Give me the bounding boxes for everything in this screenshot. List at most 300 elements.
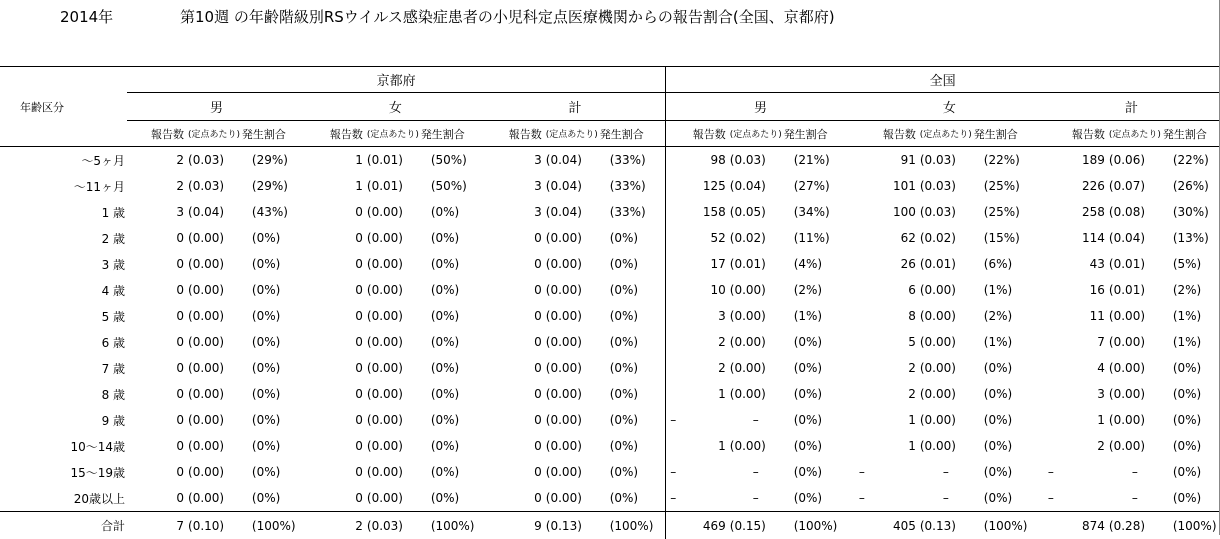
table-row — [0, 225, 1219, 251]
report-count: – — [1044, 459, 1107, 485]
report-count: 0 — [306, 381, 365, 407]
table-row — [0, 199, 1219, 225]
incidence-rate: (0%) — [1163, 485, 1219, 512]
table-row — [0, 459, 1219, 485]
per-point-value: (0.00) — [186, 407, 242, 433]
age-label: 10〜14歳 — [0, 433, 127, 459]
incidence-rate: (0%) — [1163, 433, 1219, 459]
per-point-value: (0.08) — [1107, 199, 1163, 225]
table-row — [0, 147, 1219, 174]
incidence-rate: (0%) — [784, 485, 855, 512]
per-point-value: (0.00) — [918, 433, 974, 459]
per-point-value: (0.03) — [365, 512, 421, 539]
sex-header: 計 — [485, 93, 666, 121]
report-count: 6 — [855, 277, 918, 303]
incidence-rate: (0%) — [784, 433, 855, 459]
incidence-rate: (2%) — [784, 277, 855, 303]
incidence-rate: (0%) — [242, 277, 306, 303]
sex-header: 男 — [127, 93, 306, 121]
per-point-value: (0.04) — [544, 147, 600, 174]
report-count: – — [855, 459, 918, 485]
per-point-value: (0.00) — [186, 303, 242, 329]
per-point-value: (0.06) — [1107, 147, 1163, 174]
report-count: 4 — [1044, 355, 1107, 381]
report-count: 1 — [855, 433, 918, 459]
report-count: 0 — [485, 303, 544, 329]
incidence-rate: (0%) — [242, 329, 306, 355]
age-label: 20歳以上 — [0, 485, 127, 512]
incidence-rate: (22%) — [1163, 147, 1219, 174]
per-point-value: (0.00) — [365, 199, 421, 225]
per-point-value: (0.00) — [186, 355, 242, 381]
report-count: 189 — [1044, 147, 1107, 174]
incidence-rate: (100%) — [600, 512, 666, 539]
incidence-rate: (0%) — [242, 381, 306, 407]
report-count: 3 — [485, 199, 544, 225]
incidence-rate: (29%) — [242, 147, 306, 174]
incidence-rate: (0%) — [421, 225, 485, 251]
per-point-value: (0.00) — [1107, 329, 1163, 355]
incidence-rate: (0%) — [1163, 355, 1219, 381]
per-point-value: (0.00) — [544, 225, 600, 251]
age-label: 6 歳 — [0, 329, 127, 355]
report-count: 0 — [485, 329, 544, 355]
age-header: 年齢区分 — [0, 67, 127, 147]
per-point-value: (0.00) — [918, 277, 974, 303]
per-point-value: (0.03) — [918, 173, 974, 199]
report-title: 第10週 の年齢階級別RSウイルス感染症患者の小児科定点医療機関からの報告割合(全国、京都府) — [180, 6, 835, 27]
per-point-value: (0.01) — [365, 173, 421, 199]
per-point-value: (0.00) — [1107, 355, 1163, 381]
per-point-value: (0.00) — [365, 329, 421, 355]
incidence-rate: (0%) — [421, 199, 485, 225]
report-count: 3 — [485, 173, 544, 199]
incidence-rate: (0%) — [600, 407, 666, 433]
per-point-value: (0.00) — [544, 277, 600, 303]
per-point-value: (0.00) — [365, 251, 421, 277]
incidence-rate: (0%) — [1163, 459, 1219, 485]
sub-header-per-point: (定点あたり) — [728, 121, 784, 147]
report-count: 2 — [666, 329, 728, 355]
report-count: 0 — [306, 251, 365, 277]
table-row — [0, 173, 1219, 199]
report-count: – — [1044, 485, 1107, 512]
per-point-value: (0.00) — [544, 329, 600, 355]
report-count: 0 — [485, 251, 544, 277]
sub-header-rate: 発生割合 — [784, 121, 855, 147]
incidence-rate: (0%) — [421, 355, 485, 381]
report-count: 8 — [855, 303, 918, 329]
incidence-rate: (0%) — [600, 251, 666, 277]
age-label: 15〜19歳 — [0, 459, 127, 485]
sex-header: 計 — [1044, 93, 1219, 121]
report-count: 874 — [1044, 512, 1107, 539]
per-point-value: (0.03) — [186, 173, 242, 199]
report-count: 0 — [306, 459, 365, 485]
sex-header: 女 — [306, 93, 485, 121]
incidence-rate: (1%) — [974, 277, 1044, 303]
sub-header-per-point: (定点あたり) — [918, 121, 974, 147]
region-header-1: 全国 — [666, 67, 1219, 93]
report-count: 3 — [666, 303, 728, 329]
per-point-value: (0.00) — [186, 329, 242, 355]
table-row — [0, 485, 1219, 512]
report-count: 0 — [485, 407, 544, 433]
report-count: 0 — [127, 407, 186, 433]
per-point-value: – — [918, 485, 974, 512]
per-point-value: (0.00) — [544, 251, 600, 277]
report-count: 2 — [855, 355, 918, 381]
report-year: 2014年 — [60, 6, 113, 27]
incidence-rate: (33%) — [600, 147, 666, 174]
incidence-rate: (25%) — [974, 199, 1044, 225]
sub-header-count: 報告数 — [127, 121, 186, 147]
report-count: 1 — [666, 381, 728, 407]
incidence-rate: (15%) — [974, 225, 1044, 251]
per-point-value: (0.00) — [544, 407, 600, 433]
per-point-value: (0.00) — [544, 381, 600, 407]
incidence-rate: (100%) — [1163, 512, 1219, 539]
incidence-rate: (100%) — [974, 512, 1044, 539]
incidence-rate: (0%) — [784, 329, 855, 355]
per-point-value: (0.01) — [918, 251, 974, 277]
incidence-rate: (0%) — [242, 485, 306, 512]
report-count: 0 — [127, 381, 186, 407]
per-point-value: (0.00) — [186, 251, 242, 277]
per-point-value: (0.00) — [728, 355, 784, 381]
per-point-value: (0.00) — [365, 433, 421, 459]
report-count: 0 — [127, 303, 186, 329]
report-count: 2 — [666, 355, 728, 381]
per-point-value: (0.01) — [1107, 251, 1163, 277]
report-count: 7 — [127, 512, 186, 539]
sub-header-rate: 発生割合 — [600, 121, 666, 147]
report-count: 0 — [127, 277, 186, 303]
per-point-value: (0.03) — [728, 147, 784, 174]
age-label: 8 歳 — [0, 381, 127, 407]
per-point-value: (0.01) — [1107, 277, 1163, 303]
incidence-rate: (5%) — [1163, 251, 1219, 277]
incidence-rate: (25%) — [974, 173, 1044, 199]
per-point-value: (0.00) — [186, 277, 242, 303]
report-count: 0 — [306, 225, 365, 251]
report-count: 2 — [855, 381, 918, 407]
report-count: 0 — [127, 329, 186, 355]
incidence-rate: (0%) — [974, 381, 1044, 407]
report-count: 0 — [127, 433, 186, 459]
per-point-value: (0.02) — [728, 225, 784, 251]
report-count: 98 — [666, 147, 728, 174]
per-point-value: (0.00) — [728, 303, 784, 329]
incidence-rate: (0%) — [784, 407, 855, 433]
incidence-rate: (0%) — [600, 381, 666, 407]
report-count: 258 — [1044, 199, 1107, 225]
sub-header-rate: 発生割合 — [242, 121, 306, 147]
report-count: 125 — [666, 173, 728, 199]
incidence-rate: (0%) — [600, 433, 666, 459]
per-point-value: (0.07) — [1107, 173, 1163, 199]
incidence-rate: (0%) — [600, 485, 666, 512]
report-count: 114 — [1044, 225, 1107, 251]
per-point-value: – — [728, 459, 784, 485]
per-point-value: (0.00) — [544, 433, 600, 459]
report-count: 0 — [485, 433, 544, 459]
age-label: 合計 — [0, 512, 127, 539]
age-label: 2 歳 — [0, 225, 127, 251]
per-point-value: (0.03) — [918, 199, 974, 225]
incidence-rate: (0%) — [421, 433, 485, 459]
incidence-rate: (0%) — [600, 355, 666, 381]
report-count: 405 — [855, 512, 918, 539]
report-count: 0 — [306, 485, 365, 512]
report-count: 0 — [127, 485, 186, 512]
incidence-rate: (0%) — [421, 251, 485, 277]
report-count: 0 — [306, 303, 365, 329]
age-label: 7 歳 — [0, 355, 127, 381]
report-count: – — [666, 485, 728, 512]
per-point-value: (0.02) — [918, 225, 974, 251]
incidence-rate: (0%) — [421, 485, 485, 512]
per-point-value: (0.00) — [365, 355, 421, 381]
report-count: 1 — [1044, 407, 1107, 433]
report-count: 0 — [127, 355, 186, 381]
per-point-value: (0.04) — [544, 199, 600, 225]
report-count: 2 — [1044, 433, 1107, 459]
per-point-value: (0.15) — [728, 512, 784, 539]
incidence-rate: (0%) — [974, 433, 1044, 459]
age-label: 5 歳 — [0, 303, 127, 329]
incidence-rate: (0%) — [784, 459, 855, 485]
incidence-rate: (0%) — [242, 407, 306, 433]
report-count: 3 — [485, 147, 544, 174]
per-point-value: (0.00) — [728, 329, 784, 355]
report-count: 5 — [855, 329, 918, 355]
incidence-rate: (11%) — [784, 225, 855, 251]
incidence-rate: (0%) — [600, 303, 666, 329]
report-count: 7 — [1044, 329, 1107, 355]
incidence-rate: (100%) — [784, 512, 855, 539]
age-label: 〜11ヶ月 — [0, 173, 127, 199]
per-point-value: (0.28) — [1107, 512, 1163, 539]
incidence-rate: (0%) — [421, 407, 485, 433]
incidence-rate: (50%) — [421, 173, 485, 199]
incidence-rate: (0%) — [242, 459, 306, 485]
per-point-value: (0.03) — [186, 147, 242, 174]
per-point-value: (0.01) — [365, 147, 421, 174]
incidence-rate: (100%) — [421, 512, 485, 539]
per-point-value: (0.00) — [365, 225, 421, 251]
per-point-value: (0.00) — [186, 459, 242, 485]
incidence-rate: (34%) — [784, 199, 855, 225]
report-count: 43 — [1044, 251, 1107, 277]
incidence-rate: (2%) — [1163, 277, 1219, 303]
per-point-value: (0.00) — [918, 381, 974, 407]
report-count: 469 — [666, 512, 728, 539]
incidence-rate: (0%) — [421, 303, 485, 329]
incidence-rate: (33%) — [600, 199, 666, 225]
sub-header-count: 報告数 — [1044, 121, 1107, 147]
report-count: 17 — [666, 251, 728, 277]
incidence-rate: (26%) — [1163, 173, 1219, 199]
per-point-value: (0.00) — [365, 303, 421, 329]
per-point-value: (0.00) — [544, 459, 600, 485]
per-point-value: (0.00) — [365, 381, 421, 407]
table-row — [0, 277, 1219, 303]
per-point-value: (0.00) — [918, 303, 974, 329]
incidence-rate: (29%) — [242, 173, 306, 199]
report-count: 0 — [306, 355, 365, 381]
per-point-value: (0.00) — [186, 381, 242, 407]
report-count: 101 — [855, 173, 918, 199]
table-row — [0, 355, 1219, 381]
age-label: 9 歳 — [0, 407, 127, 433]
sub-header-rate: 発生割合 — [974, 121, 1044, 147]
per-point-value: (0.10) — [186, 512, 242, 539]
report-count: 3 — [1044, 381, 1107, 407]
incidence-rate: (0%) — [421, 329, 485, 355]
per-point-value: (0.00) — [1107, 407, 1163, 433]
incidence-rate: (2%) — [974, 303, 1044, 329]
incidence-rate: (0%) — [974, 355, 1044, 381]
table-row — [0, 329, 1219, 355]
per-point-value: (0.00) — [365, 277, 421, 303]
region-header-0: 京都府 — [127, 67, 666, 93]
incidence-rate: (0%) — [242, 303, 306, 329]
report-count: 16 — [1044, 277, 1107, 303]
report-count: 11 — [1044, 303, 1107, 329]
report-count: 52 — [666, 225, 728, 251]
sub-header-per-point: (定点あたり) — [365, 121, 421, 147]
per-point-value: (0.04) — [728, 173, 784, 199]
sub-header-per-point: (定点あたり) — [186, 121, 242, 147]
incidence-rate: (50%) — [421, 147, 485, 174]
per-point-value: (0.00) — [186, 433, 242, 459]
per-point-value: (0.01) — [728, 251, 784, 277]
sub-header-count: 報告数 — [306, 121, 365, 147]
report-count: 0 — [485, 225, 544, 251]
age-label: 〜5ヶ月 — [0, 147, 127, 174]
per-point-value: (0.00) — [186, 225, 242, 251]
report-count: – — [666, 407, 728, 433]
sub-header-count: 報告数 — [666, 121, 728, 147]
per-point-value: (0.04) — [544, 173, 600, 199]
incidence-rate: (0%) — [600, 329, 666, 355]
sub-header-count: 報告数 — [485, 121, 544, 147]
incidence-rate: (30%) — [1163, 199, 1219, 225]
incidence-rate: (0%) — [1163, 381, 1219, 407]
table-row — [0, 381, 1219, 407]
incidence-rate: (0%) — [242, 225, 306, 251]
incidence-rate: (13%) — [1163, 225, 1219, 251]
report-count: – — [855, 485, 918, 512]
incidence-rate: (0%) — [242, 355, 306, 381]
per-point-value: (0.00) — [728, 433, 784, 459]
report-count: 0 — [306, 433, 365, 459]
per-point-value: (0.13) — [918, 512, 974, 539]
table-row — [0, 251, 1219, 277]
sub-header-per-point: (定点あたり) — [1107, 121, 1163, 147]
report-count: 0 — [485, 459, 544, 485]
incidence-rate: (4%) — [784, 251, 855, 277]
report-count: 0 — [306, 407, 365, 433]
report-count: 226 — [1044, 173, 1107, 199]
report-count: 1 — [306, 173, 365, 199]
per-point-value: (0.00) — [918, 355, 974, 381]
report-count: 0 — [485, 355, 544, 381]
age-label: 1 歳 — [0, 199, 127, 225]
incidence-rate: (0%) — [784, 355, 855, 381]
per-point-value: (0.00) — [544, 355, 600, 381]
report-count: 62 — [855, 225, 918, 251]
report-count: – — [666, 459, 728, 485]
sub-header-count: 報告数 — [855, 121, 918, 147]
per-point-value: (0.03) — [918, 147, 974, 174]
report-count: 100 — [855, 199, 918, 225]
report-count: 9 — [485, 512, 544, 539]
per-point-value: – — [728, 485, 784, 512]
report-count: 26 — [855, 251, 918, 277]
table-row — [0, 407, 1219, 433]
report-count: 2 — [127, 147, 186, 174]
incidence-rate: (0%) — [784, 381, 855, 407]
incidence-rate: (6%) — [974, 251, 1044, 277]
incidence-rate: (0%) — [600, 277, 666, 303]
sex-header: 男 — [666, 93, 855, 121]
incidence-rate: (1%) — [974, 329, 1044, 355]
rsv-age-table — [0, 66, 1219, 539]
per-point-value: (0.00) — [544, 485, 600, 512]
report-count: 0 — [127, 251, 186, 277]
per-point-value: (0.00) — [186, 485, 242, 512]
per-point-value: – — [918, 459, 974, 485]
table-row — [0, 433, 1219, 459]
per-point-value: (0.13) — [544, 512, 600, 539]
incidence-rate: (1%) — [784, 303, 855, 329]
incidence-rate: (21%) — [784, 147, 855, 174]
incidence-rate: (0%) — [1163, 407, 1219, 433]
report-count: 2 — [127, 173, 186, 199]
incidence-rate: (0%) — [600, 459, 666, 485]
incidence-rate: (0%) — [421, 459, 485, 485]
report-count: 0 — [127, 225, 186, 251]
report-count: 1 — [855, 407, 918, 433]
per-point-value: (0.00) — [365, 407, 421, 433]
incidence-rate: (0%) — [974, 407, 1044, 433]
incidence-rate: (0%) — [974, 459, 1044, 485]
table-row — [0, 303, 1219, 329]
report-count: 3 — [127, 199, 186, 225]
per-point-value: (0.04) — [186, 199, 242, 225]
incidence-rate: (33%) — [600, 173, 666, 199]
per-point-value: (0.00) — [1107, 303, 1163, 329]
report-count: 91 — [855, 147, 918, 174]
per-point-value: (0.00) — [544, 303, 600, 329]
per-point-value: (0.00) — [1107, 381, 1163, 407]
age-label: 4 歳 — [0, 277, 127, 303]
per-point-value: – — [1107, 485, 1163, 512]
per-point-value: (0.05) — [728, 199, 784, 225]
sub-header-rate: 発生割合 — [421, 121, 485, 147]
report-count: 0 — [306, 277, 365, 303]
report-count: 10 — [666, 277, 728, 303]
incidence-rate: (43%) — [242, 199, 306, 225]
report-count: 0 — [127, 459, 186, 485]
per-point-value: (0.00) — [728, 381, 784, 407]
per-point-value: – — [728, 407, 784, 433]
per-point-value: (0.00) — [365, 485, 421, 512]
report-count: 2 — [306, 512, 365, 539]
incidence-rate: (0%) — [421, 277, 485, 303]
